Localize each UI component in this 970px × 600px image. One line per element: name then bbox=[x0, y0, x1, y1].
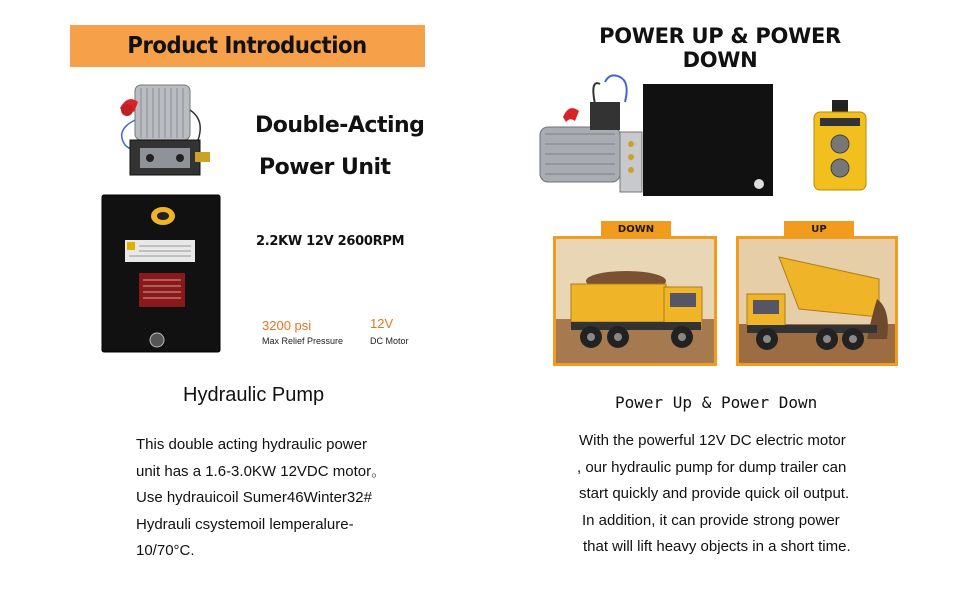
left-description-line: 10/70°C. bbox=[136, 542, 195, 559]
left-description-line: This double acting hydraulic power bbox=[136, 436, 367, 453]
left-description-line: unit has a 1.6-3.0KW 12VDC motor。 bbox=[136, 462, 387, 480]
pressure-value: 3200 psi bbox=[262, 318, 312, 333]
right-description-line: start quickly and provide quick oil output. bbox=[579, 485, 850, 502]
product-title-line2: Power Unit bbox=[259, 155, 391, 180]
dump-truck-up-icon bbox=[739, 239, 895, 363]
product-title-line1: Double-Acting bbox=[255, 113, 425, 138]
pressure-label: Max Relief Pressure bbox=[262, 336, 344, 346]
right-description bbox=[579, 428, 879, 561]
right-description-line: that will lift heavy objects in a short time. bbox=[583, 538, 851, 555]
right-description-line: In addition, it can provide strong power bbox=[582, 511, 840, 529]
power-up-down-subtitle: Power Up & Power Down bbox=[615, 393, 818, 412]
left-description-line: Use hydrauicoil Sumer46Winter32# bbox=[136, 489, 372, 506]
right-description-line: With the powerful 12V DC electric motor bbox=[579, 432, 846, 449]
power-up-down-heading: POWER UP & POWER DOWN bbox=[599, 24, 841, 72]
banner-title: Product Introduction bbox=[127, 33, 368, 59]
voltage-value: 12V bbox=[370, 316, 394, 331]
voltage-label: DC Motor bbox=[370, 336, 409, 346]
remote-control-image bbox=[810, 98, 870, 193]
dump-truck-down-icon bbox=[556, 239, 714, 363]
left-description bbox=[136, 432, 436, 565]
dump-truck-down-photo bbox=[553, 236, 717, 366]
product-introduction-banner bbox=[70, 25, 425, 67]
dump-truck-up-photo bbox=[736, 236, 898, 366]
up-tag: UP bbox=[784, 221, 854, 239]
hydraulic-pump-title: Hydraulic Pump bbox=[183, 384, 325, 406]
hydraulic-power-unit-image bbox=[95, 80, 230, 355]
down-tag: DOWN bbox=[601, 221, 671, 239]
left-description-line: Hydrauli csystemoil lemperalure- bbox=[136, 515, 354, 533]
spec-line: 2.2KW 12V 2600RPM bbox=[256, 234, 405, 249]
right-description-line: , our hydraulic pump for dump trailer can bbox=[577, 458, 847, 476]
pump-side-view-image bbox=[535, 72, 775, 202]
